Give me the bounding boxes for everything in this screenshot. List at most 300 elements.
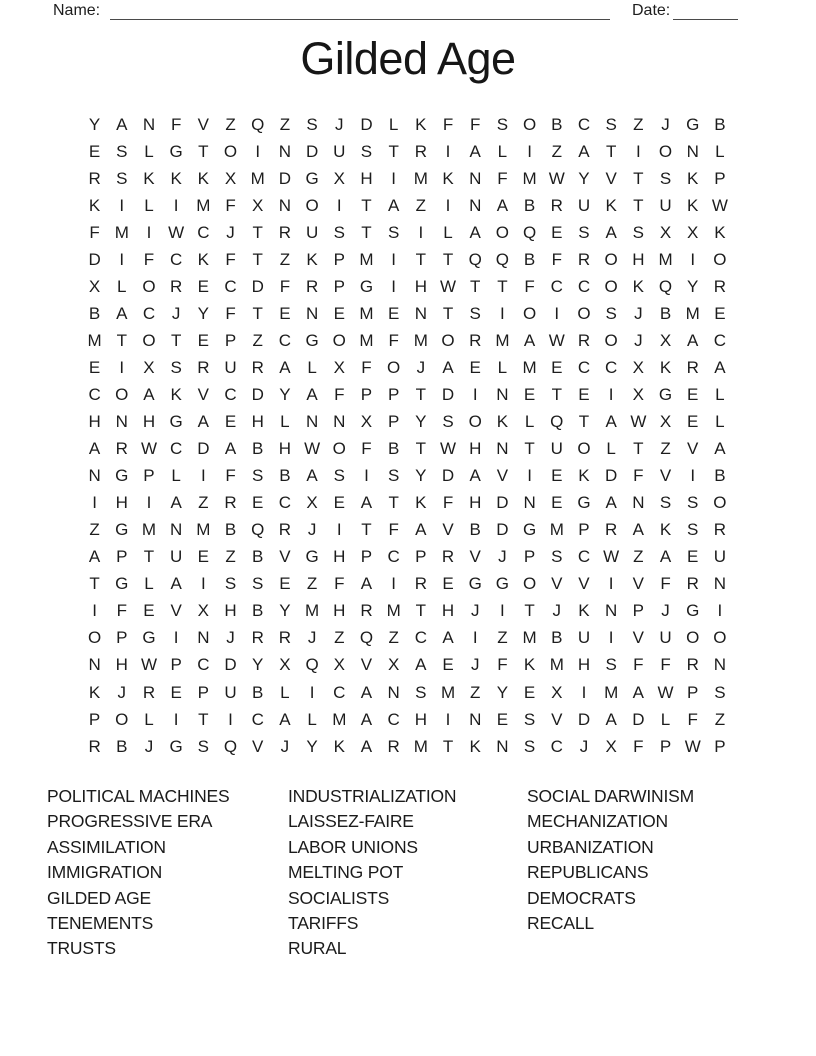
grid-cell: H — [88, 412, 101, 432]
grid-cell: O — [604, 330, 618, 350]
grid-cell: N — [170, 520, 183, 540]
grid-cell: F — [334, 574, 345, 594]
grid-cell: I — [309, 682, 315, 702]
grid-cell: Q — [550, 412, 564, 432]
word-list-item: SOCIALISTS — [288, 887, 390, 908]
grid-cell: K — [306, 249, 318, 269]
grid-cell: Z — [551, 141, 562, 161]
grid-cell: S — [415, 682, 427, 702]
grid-cell: M — [549, 520, 564, 540]
grid-cell: C — [387, 547, 400, 567]
grid-cell: X — [197, 601, 210, 621]
grid-cell: F — [116, 601, 127, 621]
grid-cell: S — [632, 222, 645, 242]
grid-cell: G — [305, 168, 319, 188]
grid-cell: B — [714, 466, 726, 486]
grid-cell: O — [522, 574, 537, 594]
grid-cell: Y — [415, 466, 427, 486]
grid-cell: C — [577, 114, 591, 134]
grid-cell: L — [280, 412, 290, 432]
grid-cell: V — [252, 736, 264, 756]
grid-cell: V — [279, 547, 291, 567]
grid-cell: P — [170, 655, 182, 675]
grid-cell: C — [142, 303, 156, 323]
grid-cell: W — [440, 439, 457, 459]
grid-cell: R — [686, 357, 699, 377]
grid-cell: N — [469, 168, 482, 188]
grid-cell: F — [225, 303, 236, 323]
grid-cell: T — [361, 195, 372, 215]
grid-cell: A — [687, 330, 699, 350]
grid-cell: I — [581, 682, 587, 702]
grid-cell: J — [117, 682, 127, 702]
grid-cell: G — [169, 736, 183, 756]
grid-cell: T — [633, 195, 644, 215]
grid-cell: C — [577, 357, 591, 377]
grid-cell: Q — [251, 114, 265, 134]
grid-cell: O — [223, 141, 238, 161]
grid-cell: M — [413, 168, 428, 188]
grid-cell: W — [630, 412, 647, 432]
grid-cell: Y — [578, 168, 590, 188]
grid-cell: R — [360, 601, 373, 621]
grid-cell: X — [333, 168, 345, 188]
grid-cell: L — [497, 141, 508, 161]
grid-cell: T — [578, 412, 590, 432]
grid-cell: A — [360, 736, 373, 756]
grid-cell: A — [279, 709, 291, 729]
name-label: Name: — [53, 2, 101, 19]
grid-cell: N — [713, 655, 727, 675]
grid-cell: U — [170, 547, 183, 567]
grid-cell: I — [336, 195, 342, 215]
grid-cell: A — [523, 330, 536, 350]
word-list-item: RURAL — [288, 938, 347, 959]
grid-cell: I — [445, 709, 451, 729]
grid-cell: R — [251, 357, 264, 377]
grid-cell: N — [523, 493, 536, 513]
grid-cell: I — [391, 574, 397, 594]
grid-cell: Q — [495, 249, 510, 269]
grid-cell: I — [472, 384, 478, 404]
grid-cell: O — [142, 330, 156, 350]
grid-cell: Q — [359, 628, 374, 648]
grid-cell: R — [441, 547, 455, 567]
grid-cell: M — [549, 655, 564, 675]
grid-cell: N — [713, 574, 727, 594]
grid-cell: K — [523, 655, 536, 675]
grid-cell: K — [143, 168, 155, 188]
grid-cell: C — [577, 547, 591, 567]
grid-cell: T — [442, 249, 454, 269]
grid-cell: Z — [306, 574, 318, 594]
grid-cell: R — [577, 249, 591, 269]
word-search-grid — [81, 111, 734, 760]
grid-cell: U — [577, 628, 591, 648]
grid-cell: O — [604, 249, 618, 269]
grid-cell: D — [88, 249, 101, 269]
grid-cell: L — [715, 141, 725, 161]
word-list-column — [47, 784, 229, 962]
grid-cell: R — [387, 736, 400, 756]
grid-cell: F — [633, 466, 644, 486]
grid-cell: E — [551, 357, 563, 377]
grid-cell: H — [278, 439, 292, 459]
grid-cell: D — [251, 384, 264, 404]
grid-cell: A — [415, 520, 427, 540]
grid-cell: F — [225, 195, 236, 215]
grid-cell: O — [686, 628, 700, 648]
grid-cell: M — [604, 682, 619, 702]
word-list-item: RECALL — [527, 913, 594, 934]
grid-cell: I — [173, 195, 179, 215]
grid-cell: X — [224, 168, 237, 188]
grid-cell: Z — [660, 439, 671, 459]
word-list-item: PROGRESSIVE ERA — [47, 811, 213, 832]
grid-cell: P — [88, 709, 101, 729]
grid-cell: V — [197, 384, 210, 404]
grid-cell: F — [497, 168, 508, 188]
grid-cell: Q — [468, 249, 482, 269]
grid-cell: Z — [225, 547, 236, 567]
grid-cell: Y — [496, 682, 509, 702]
grid-cell: E — [687, 412, 699, 432]
grid-cell: E — [523, 384, 536, 404]
grid-cell: C — [197, 222, 210, 242]
grid-cell: A — [714, 357, 726, 377]
grid-cell: K — [170, 168, 182, 188]
grid-cell: G — [468, 574, 482, 594]
grid-cell: Y — [88, 114, 101, 134]
grid-cell: D — [197, 439, 210, 459]
grid-cell: W — [684, 736, 701, 756]
grid-cell: B — [88, 303, 101, 323]
grid-cell: F — [225, 466, 236, 486]
grid-cell: A — [714, 439, 726, 459]
grid-cell: R — [251, 628, 264, 648]
grid-cell: X — [687, 222, 699, 242]
grid-cell: F — [687, 709, 698, 729]
grid-cell: A — [632, 682, 645, 702]
grid-cell: C — [387, 709, 400, 729]
grid-cell: C — [88, 384, 101, 404]
grid-cell: L — [144, 195, 154, 215]
grid-cell: L — [524, 412, 535, 432]
word-list-item: POLITICAL MACHINES — [47, 786, 230, 806]
grid-cell: T — [361, 222, 372, 242]
grid-cell: Q — [522, 222, 537, 242]
grid-cell: Y — [279, 601, 291, 621]
word-list-item: ASSIMILATION — [47, 836, 166, 857]
grid-cell: T — [415, 601, 427, 621]
grid-cell: X — [252, 195, 264, 215]
grid-cell: L — [307, 357, 317, 377]
grid-cell: M — [685, 303, 700, 323]
grid-cell: A — [469, 141, 481, 161]
grid-cell: K — [659, 520, 672, 540]
grid-cell: E — [279, 574, 291, 594]
grid-cell: C — [713, 330, 727, 350]
grid-cell: O — [577, 439, 591, 459]
grid-cell: C — [550, 276, 563, 296]
grid-cell: V — [170, 601, 182, 621]
grid-cell: F — [334, 384, 345, 404]
grid-cell: I — [391, 276, 397, 296]
grid-cell: J — [307, 520, 317, 540]
grid-cell: L — [443, 222, 453, 242]
grid-cell: E — [279, 303, 291, 323]
grid-cell: H — [251, 412, 264, 432]
grid-cell: B — [523, 249, 536, 269]
grid-cell: I — [255, 141, 261, 161]
grid-cell: L — [144, 709, 154, 729]
grid-cell: N — [305, 303, 319, 323]
grid-cell: O — [604, 276, 618, 296]
grid-cell: M — [359, 303, 374, 323]
grid-cell: I — [500, 601, 505, 621]
grid-cell: C — [224, 276, 237, 296]
grid-cell: V — [551, 574, 563, 594]
grid-cell: P — [687, 682, 699, 702]
grid-cell: S — [605, 655, 617, 675]
grid-cell: S — [306, 114, 318, 134]
grid-cell: H — [414, 276, 427, 296]
grid-cell: O — [332, 439, 346, 459]
grid-cell: E — [551, 493, 563, 513]
grid-cell: W — [548, 330, 565, 350]
grid-cell: O — [577, 303, 591, 323]
grid-cell: X — [88, 276, 101, 296]
grid-cell: K — [415, 493, 427, 513]
word-list-item: DEMOCRATS — [527, 887, 636, 908]
grid-cell: T — [415, 384, 427, 404]
grid-cell: B — [387, 439, 400, 459]
grid-cell: U — [713, 547, 727, 567]
grid-cell: E — [197, 276, 210, 296]
grid-cell: R — [278, 628, 292, 648]
grid-cell: V — [551, 709, 563, 729]
grid-cell: H — [469, 439, 482, 459]
grid-cell: Z — [225, 114, 236, 134]
grid-cell: W — [140, 439, 157, 459]
grid-cell: H — [441, 601, 455, 621]
grid-cell: S — [578, 222, 590, 242]
grid-cell: Z — [633, 547, 644, 567]
grid-cell: P — [360, 547, 373, 567]
grid-cell: S — [387, 222, 400, 242]
grid-cell: D — [305, 141, 319, 161]
grid-cell: W — [168, 222, 185, 242]
grid-cell: H — [142, 412, 156, 432]
grid-cell: X — [387, 655, 400, 675]
grid-cell: P — [116, 628, 128, 648]
grid-cell: M — [196, 195, 211, 215]
grid-cell: K — [88, 682, 101, 702]
grid-cell: K — [469, 736, 481, 756]
grid-cell: S — [659, 493, 672, 513]
grid-cell: Q — [223, 736, 238, 756]
grid-cell: O — [713, 628, 727, 648]
grid-cell: J — [171, 303, 181, 323]
grid-cell: G — [359, 276, 374, 296]
grid-cell: F — [225, 249, 236, 269]
grid-cell: J — [226, 628, 235, 648]
grid-cell: K — [578, 601, 590, 621]
grid-cell: V — [659, 466, 672, 486]
grid-cell: E — [88, 141, 101, 161]
grid-cell: J — [552, 601, 562, 621]
grid-cell: H — [414, 709, 427, 729]
grid-cell: G — [658, 384, 673, 404]
grid-cell: X — [333, 655, 345, 675]
grid-cell: D — [224, 655, 237, 675]
grid-cell: S — [523, 736, 536, 756]
grid-cell: E — [170, 682, 182, 702]
grid-cell: A — [360, 682, 373, 702]
grid-cell: E — [88, 357, 101, 377]
grid-cell: Z — [470, 682, 481, 702]
grid-cell: Z — [415, 195, 427, 215]
grid-cell: A — [306, 466, 318, 486]
grid-cell: I — [608, 574, 614, 594]
grid-cell: A — [605, 493, 617, 513]
grid-cell: B — [659, 303, 672, 323]
grid-cell: M — [250, 168, 265, 188]
grid-cell: P — [632, 601, 645, 621]
grid-cell: N — [496, 384, 509, 404]
grid-cell: O — [387, 357, 401, 377]
grid-cell: O — [713, 493, 727, 513]
grid-cell: C — [605, 357, 618, 377]
grid-cell: S — [252, 466, 264, 486]
grid-cell: K — [333, 736, 345, 756]
grid-cell: P — [360, 384, 373, 404]
grid-cell: D — [577, 709, 591, 729]
grid-cell: N — [496, 736, 509, 756]
grid-cell: H — [360, 168, 373, 188]
grid-cell: C — [333, 682, 346, 702]
grid-cell: G — [577, 493, 591, 513]
grid-cell: O — [495, 222, 510, 242]
grid-cell: T — [143, 547, 155, 567]
word-list-item: SOCIAL DARWINISM — [527, 786, 694, 806]
grid-cell: N — [197, 628, 210, 648]
grid-cell: C — [224, 384, 237, 404]
grid-cell: I — [472, 628, 478, 648]
grid-cell: E — [687, 384, 699, 404]
grid-cell: N — [469, 709, 482, 729]
grid-cell: V — [197, 114, 210, 134]
grid-cell: E — [469, 357, 481, 377]
grid-cell: O — [522, 303, 537, 323]
grid-cell: U — [659, 195, 672, 215]
grid-cell: T — [388, 141, 399, 161]
grid-cell: X — [659, 412, 672, 432]
grid-cell: Y — [279, 384, 291, 404]
grid-cell: L — [280, 682, 290, 702]
grid-cell: P — [143, 466, 155, 486]
grid-cell: B — [551, 628, 563, 648]
grid-cell: D — [441, 384, 455, 404]
grid-cell: K — [415, 114, 427, 134]
grid-cell: T — [524, 601, 535, 621]
grid-cell: M — [440, 682, 456, 702]
word-list-column — [527, 784, 694, 936]
grid-cell: S — [442, 412, 454, 432]
grid-cell: Z — [497, 628, 508, 648]
grid-cell: O — [115, 709, 129, 729]
grid-cell: W — [548, 168, 565, 188]
grid-cell: M — [522, 628, 537, 648]
grid-cell: E — [551, 222, 563, 242]
grid-cell: I — [500, 303, 505, 323]
grid-cell: G — [522, 520, 537, 540]
grid-cell: N — [278, 195, 292, 215]
grid-cell: R — [170, 276, 183, 296]
grid-cell: A — [469, 466, 481, 486]
grid-cell: I — [119, 249, 125, 269]
grid-cell: A — [360, 574, 373, 594]
grid-cell: L — [715, 384, 725, 404]
grid-cell: B — [252, 547, 264, 567]
grid-cell: A — [306, 384, 318, 404]
grid-cell: G — [115, 520, 129, 540]
grid-cell: O — [441, 330, 455, 350]
grid-cell: A — [415, 655, 427, 675]
grid-cell: C — [550, 736, 563, 756]
grid-cell: B — [252, 682, 264, 702]
grid-cell: I — [690, 249, 696, 269]
grid-cell: P — [116, 547, 128, 567]
word-list-item: TARIFFS — [288, 913, 359, 934]
grid-cell: F — [660, 574, 671, 594]
grid-cell: P — [523, 547, 536, 567]
grid-cell: T — [633, 168, 644, 188]
grid-cell: N — [414, 303, 427, 323]
grid-cell: T — [415, 249, 427, 269]
grid-cell: F — [89, 222, 100, 242]
grid-cell: V — [469, 547, 481, 567]
grid-cell: T — [633, 439, 644, 459]
grid-cell: L — [715, 412, 725, 432]
grid-cell: J — [579, 736, 589, 756]
grid-cell: O — [305, 195, 319, 215]
grid-cell: Z — [388, 628, 399, 648]
grid-cell: S — [605, 303, 617, 323]
grid-cell: T — [415, 439, 427, 459]
grid-cell: E — [714, 303, 726, 323]
date-blank-line — [673, 0, 738, 20]
grid-cell: R — [605, 520, 618, 540]
grid-cell: J — [661, 601, 670, 621]
grid-cell: X — [551, 682, 563, 702]
grid-cell: E — [197, 547, 210, 567]
grid-cell: O — [332, 330, 346, 350]
word-list-item: TRUSTS — [47, 938, 116, 959]
grid-cell: N — [333, 412, 346, 432]
grid-cell: J — [634, 330, 643, 350]
grid-cell: P — [224, 330, 237, 350]
grid-cell: W — [603, 547, 620, 567]
grid-cell: Z — [334, 628, 345, 648]
grid-cell: C — [251, 709, 264, 729]
grid-cell: B — [714, 114, 726, 134]
grid-cell: A — [632, 520, 645, 540]
grid-cell: A — [442, 628, 454, 648]
grid-cell: I — [92, 601, 97, 621]
grid-cell: V — [360, 655, 373, 675]
grid-cell: B — [116, 736, 128, 756]
